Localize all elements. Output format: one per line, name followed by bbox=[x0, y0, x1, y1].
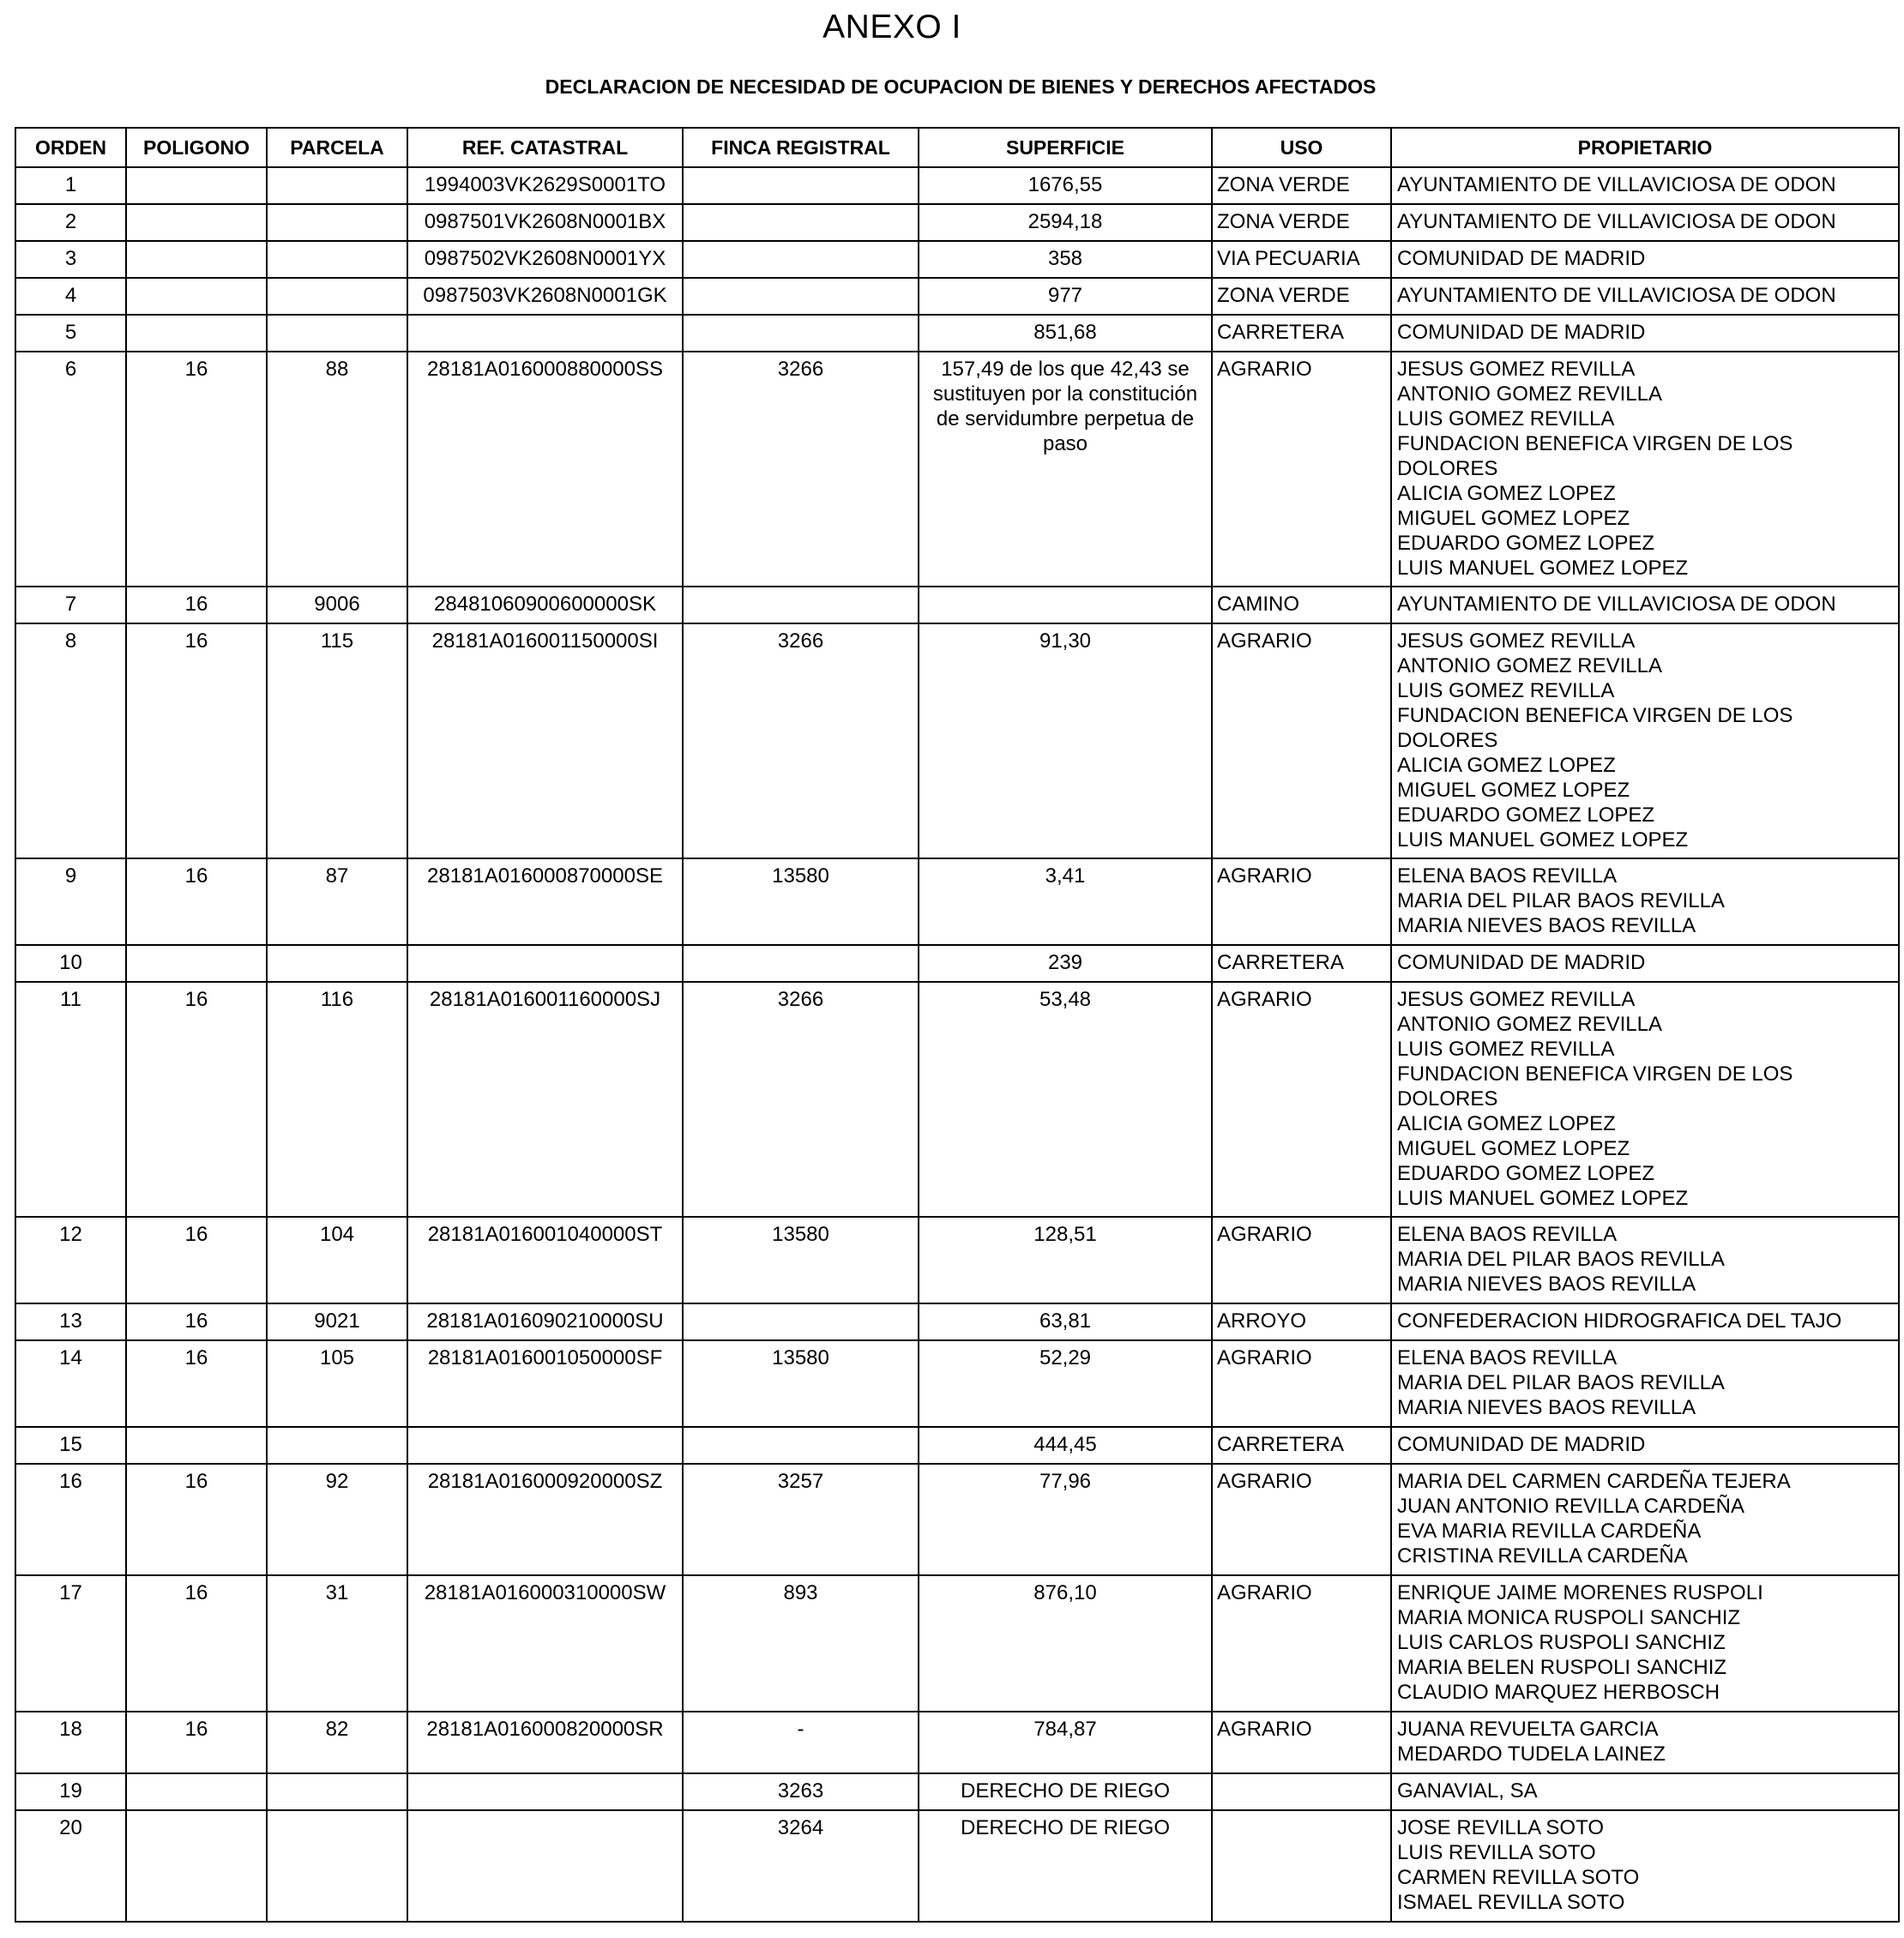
cell-parcela: 9021 bbox=[267, 1303, 407, 1340]
cell-parcela bbox=[267, 945, 407, 982]
cell-superficie: 2594,18 bbox=[919, 204, 1212, 241]
cell-poligono: 16 bbox=[126, 352, 267, 587]
cell-finca-registral bbox=[683, 278, 919, 315]
table-row bbox=[15, 858, 1899, 945]
cell-finca-registral: 3257 bbox=[683, 1464, 919, 1575]
cell-superficie: 157,49 de los que 42,43 se sustituyen por la constitución de servidumbre perpetua de paso bbox=[919, 352, 1212, 587]
cell-orden: 7 bbox=[15, 587, 126, 623]
cell-superficie bbox=[919, 587, 1212, 623]
cell-superficie: DERECHO DE RIEGO bbox=[919, 1773, 1212, 1810]
cell-propietario: AYUNTAMIENTO DE VILLAVICIOSA DE ODON bbox=[1391, 204, 1899, 241]
cell-parcela: 92 bbox=[267, 1464, 407, 1575]
cell-orden: 15 bbox=[15, 1427, 126, 1464]
cell-parcela bbox=[267, 167, 407, 204]
cell-ref-catastral bbox=[407, 315, 683, 352]
table-row bbox=[15, 1340, 1899, 1427]
cell-superficie: 63,81 bbox=[919, 1303, 1212, 1340]
cell-superficie: 91,30 bbox=[919, 623, 1212, 858]
col-header-uso: USO bbox=[1212, 128, 1391, 167]
cell-orden: 9 bbox=[15, 858, 126, 945]
col-header-poligono: POLIGONO bbox=[126, 128, 267, 167]
cell-poligono: 16 bbox=[126, 1575, 267, 1712]
cell-ref-catastral: 28181A016001040000ST bbox=[407, 1217, 683, 1303]
table-row bbox=[15, 1575, 1899, 1712]
document-title: ANEXO I bbox=[822, 9, 961, 45]
cell-propietario: COMUNIDAD DE MADRID bbox=[1391, 1427, 1899, 1464]
cell-ref-catastral: 0987503VK2608N0001GK bbox=[407, 278, 683, 315]
cell-orden: 17 bbox=[15, 1575, 126, 1712]
cell-uso: CARRETERA bbox=[1212, 1427, 1391, 1464]
cell-finca-registral bbox=[683, 1303, 919, 1340]
cell-propietario: JUANA REVUELTA GARCIA MEDARDO TUDELA LAINEZ bbox=[1391, 1712, 1899, 1773]
cell-uso: AGRARIO bbox=[1212, 1464, 1391, 1575]
cell-parcela: 87 bbox=[267, 858, 407, 945]
table-row bbox=[15, 587, 1899, 623]
cell-superficie: 3,41 bbox=[919, 858, 1212, 945]
cell-orden: 2 bbox=[15, 204, 126, 241]
cell-orden: 14 bbox=[15, 1340, 126, 1427]
cell-uso: AGRARIO bbox=[1212, 982, 1391, 1217]
cell-parcela: 88 bbox=[267, 352, 407, 587]
cell-uso: AGRARIO bbox=[1212, 1575, 1391, 1712]
cell-propietario: JESUS GOMEZ REVILLA ANTONIO GOMEZ REVILLA LUIS GOMEZ REVILLA FUNDACION BENEFICA VIRGEN DE LOS DOLORES ALICIA GOMEZ LOPEZ MIGUEL GOMEZ LOPEZ EDUARDO GOMEZ LOPEZ LUIS MANUEL GOMEZ LOPEZ bbox=[1391, 352, 1899, 587]
table-row bbox=[15, 623, 1899, 858]
col-header-finca-registral: FINCA REGISTRAL bbox=[683, 128, 919, 167]
cell-superficie: 784,87 bbox=[919, 1712, 1212, 1773]
cell-propietario: JESUS GOMEZ REVILLA ANTONIO GOMEZ REVILLA LUIS GOMEZ REVILLA FUNDACION BENEFICA VIRGEN DE LOS DOLORES ALICIA GOMEZ LOPEZ MIGUEL GOMEZ LOPEZ EDUARDO GOMEZ LOPEZ LUIS MANUEL GOMEZ LOPEZ bbox=[1391, 623, 1899, 858]
table-row bbox=[15, 1303, 1899, 1340]
cell-uso: AGRARIO bbox=[1212, 623, 1391, 858]
table-row bbox=[15, 167, 1899, 204]
cell-propietario: ELENA BAOS REVILLA MARIA DEL PILAR BAOS REVILLA MARIA NIEVES BAOS REVILLA bbox=[1391, 858, 1899, 945]
cell-poligono: 16 bbox=[126, 1464, 267, 1575]
cell-uso: CARRETERA bbox=[1212, 945, 1391, 982]
cell-ref-catastral bbox=[407, 1427, 683, 1464]
cell-parcela: 105 bbox=[267, 1340, 407, 1427]
cell-superficie: 128,51 bbox=[919, 1217, 1212, 1303]
cell-uso: ZONA VERDE bbox=[1212, 204, 1391, 241]
cell-orden: 11 bbox=[15, 982, 126, 1217]
cell-finca-registral bbox=[683, 315, 919, 352]
cell-ref-catastral: 0987502VK2608N0001YX bbox=[407, 241, 683, 278]
affected-properties-table bbox=[15, 127, 1900, 1923]
cell-poligono bbox=[126, 1427, 267, 1464]
cell-ref-catastral: 28181A016000880000SS bbox=[407, 352, 683, 587]
cell-orden: 20 bbox=[15, 1810, 126, 1922]
cell-propietario: JESUS GOMEZ REVILLA ANTONIO GOMEZ REVILLA LUIS GOMEZ REVILLA FUNDACION BENEFICA VIRGEN DE LOS DOLORES ALICIA GOMEZ LOPEZ MIGUEL GOMEZ LOPEZ EDUARDO GOMEZ LOPEZ LUIS MANUEL GOMEZ LOPEZ bbox=[1391, 982, 1899, 1217]
cell-finca-registral: 13580 bbox=[683, 1217, 919, 1303]
cell-superficie: 444,45 bbox=[919, 1427, 1212, 1464]
cell-parcela: 104 bbox=[267, 1217, 407, 1303]
cell-uso: AGRARIO bbox=[1212, 858, 1391, 945]
cell-propietario: CONFEDERACION HIDROGRAFICA DEL TAJO bbox=[1391, 1303, 1899, 1340]
table-row bbox=[15, 315, 1899, 352]
cell-finca-registral: 13580 bbox=[683, 858, 919, 945]
cell-uso: CAMINO bbox=[1212, 587, 1391, 623]
cell-finca-registral: 13580 bbox=[683, 1340, 919, 1427]
cell-uso: ZONA VERDE bbox=[1212, 278, 1391, 315]
cell-ref-catastral: 28481060900600000SK bbox=[407, 587, 683, 623]
table-row bbox=[15, 1427, 1899, 1464]
table-row bbox=[15, 1810, 1899, 1922]
cell-propietario: COMUNIDAD DE MADRID bbox=[1391, 241, 1899, 278]
cell-superficie: 876,10 bbox=[919, 1575, 1212, 1712]
cell-superficie: DERECHO DE RIEGO bbox=[919, 1810, 1212, 1922]
cell-ref-catastral: 28181A016001160000SJ bbox=[407, 982, 683, 1217]
cell-superficie: 53,48 bbox=[919, 982, 1212, 1217]
cell-finca-registral: 893 bbox=[683, 1575, 919, 1712]
cell-superficie: 851,68 bbox=[919, 315, 1212, 352]
table-row bbox=[15, 1217, 1899, 1303]
cell-propietario: AYUNTAMIENTO DE VILLAVICIOSA DE ODON bbox=[1391, 587, 1899, 623]
cell-propietario: AYUNTAMIENTO DE VILLAVICIOSA DE ODON bbox=[1391, 167, 1899, 204]
cell-ref-catastral: 28181A016000870000SE bbox=[407, 858, 683, 945]
cell-uso bbox=[1212, 1773, 1391, 1810]
cell-poligono bbox=[126, 241, 267, 278]
cell-ref-catastral: 28181A016001050000SF bbox=[407, 1340, 683, 1427]
cell-finca-registral bbox=[683, 587, 919, 623]
cell-poligono: 16 bbox=[126, 587, 267, 623]
cell-orden: 13 bbox=[15, 1303, 126, 1340]
cell-ref-catastral bbox=[407, 945, 683, 982]
cell-superficie: 77,96 bbox=[919, 1464, 1212, 1575]
cell-superficie: 358 bbox=[919, 241, 1212, 278]
cell-finca-registral: - bbox=[683, 1712, 919, 1773]
cell-orden: 4 bbox=[15, 278, 126, 315]
cell-ref-catastral: 1994003VK2629S0001TO bbox=[407, 167, 683, 204]
cell-ref-catastral: 28181A016000310000SW bbox=[407, 1575, 683, 1712]
col-header-orden: ORDEN bbox=[15, 128, 126, 167]
cell-parcela bbox=[267, 1427, 407, 1464]
cell-ref-catastral bbox=[407, 1810, 683, 1922]
cell-ref-catastral: 28181A016001150000SI bbox=[407, 623, 683, 858]
table-row bbox=[15, 945, 1899, 982]
cell-ref-catastral: 28181A016000820000SR bbox=[407, 1712, 683, 1773]
cell-propietario: COMUNIDAD DE MADRID bbox=[1391, 945, 1899, 982]
table-row bbox=[15, 204, 1899, 241]
cell-poligono: 16 bbox=[126, 982, 267, 1217]
col-header-ref-catastral: REF. CATASTRAL bbox=[407, 128, 683, 167]
cell-uso: AGRARIO bbox=[1212, 1712, 1391, 1773]
cell-uso: ARROYO bbox=[1212, 1303, 1391, 1340]
cell-orden: 1 bbox=[15, 167, 126, 204]
cell-uso: CARRETERA bbox=[1212, 315, 1391, 352]
cell-propietario: JOSE REVILLA SOTO LUIS REVILLA SOTO CARMEN REVILLA SOTO ISMAEL REVILLA SOTO bbox=[1391, 1810, 1899, 1922]
cell-poligono bbox=[126, 1810, 267, 1922]
cell-parcela: 31 bbox=[267, 1575, 407, 1712]
col-header-superficie: SUPERFICIE bbox=[919, 128, 1212, 167]
cell-orden: 10 bbox=[15, 945, 126, 982]
cell-ref-catastral: 28181A016090210000SU bbox=[407, 1303, 683, 1340]
cell-orden: 8 bbox=[15, 623, 126, 858]
cell-finca-registral: 3264 bbox=[683, 1810, 919, 1922]
cell-propietario: ENRIQUE JAIME MORENES RUSPOLI MARIA MONICA RUSPOLI SANCHIZ LUIS CARLOS RUSPOLI SANCHIZ MARIA BELEN RUSPOLI SANCHIZ CLAUDIO MARQUEZ HERBOSCH bbox=[1391, 1575, 1899, 1712]
cell-poligono: 16 bbox=[126, 1217, 267, 1303]
table-row bbox=[15, 982, 1899, 1217]
cell-orden: 6 bbox=[15, 352, 126, 587]
cell-finca-registral bbox=[683, 241, 919, 278]
cell-superficie: 52,29 bbox=[919, 1340, 1212, 1427]
cell-finca-registral bbox=[683, 204, 919, 241]
cell-superficie: 1676,55 bbox=[919, 167, 1212, 204]
table-row bbox=[15, 1712, 1899, 1773]
cell-parcela bbox=[267, 1810, 407, 1922]
cell-superficie: 977 bbox=[919, 278, 1212, 315]
cell-parcela bbox=[267, 278, 407, 315]
cell-propietario: COMUNIDAD DE MADRID bbox=[1391, 315, 1899, 352]
cell-poligono bbox=[126, 204, 267, 241]
cell-finca-registral bbox=[683, 1427, 919, 1464]
col-header-propietario: PROPIETARIO bbox=[1391, 128, 1899, 167]
cell-propietario: AYUNTAMIENTO DE VILLAVICIOSA DE ODON bbox=[1391, 278, 1899, 315]
document-subtitle: DECLARACION DE NECESIDAD DE OCUPACION DE BIENES Y DERECHOS AFECTADOS bbox=[545, 75, 1377, 98]
cell-poligono: 16 bbox=[126, 1712, 267, 1773]
cell-propietario: MARIA DEL CARMEN CARDEÑA TEJERA JUAN ANTONIO REVILLA CARDEÑA EVA MARIA REVILLA CARDEÑA CRISTINA REVILLA CARDEÑA bbox=[1391, 1464, 1899, 1575]
table-row bbox=[15, 1464, 1899, 1575]
cell-orden: 19 bbox=[15, 1773, 126, 1810]
cell-propietario: ELENA BAOS REVILLA MARIA DEL PILAR BAOS REVILLA MARIA NIEVES BAOS REVILLA bbox=[1391, 1217, 1899, 1303]
table-row bbox=[15, 278, 1899, 315]
cell-poligono bbox=[126, 167, 267, 204]
cell-uso: ZONA VERDE bbox=[1212, 167, 1391, 204]
cell-ref-catastral: 28181A016000920000SZ bbox=[407, 1464, 683, 1575]
cell-poligono: 16 bbox=[126, 623, 267, 858]
cell-poligono bbox=[126, 1773, 267, 1810]
cell-poligono bbox=[126, 278, 267, 315]
cell-finca-registral: 3266 bbox=[683, 352, 919, 587]
cell-finca-registral: 3263 bbox=[683, 1773, 919, 1810]
col-header-parcela: PARCELA bbox=[267, 128, 407, 167]
cell-finca-registral bbox=[683, 167, 919, 204]
table-header-row bbox=[15, 128, 1899, 167]
cell-poligono: 16 bbox=[126, 1303, 267, 1340]
cell-parcela bbox=[267, 204, 407, 241]
cell-orden: 16 bbox=[15, 1464, 126, 1575]
cell-parcela: 116 bbox=[267, 982, 407, 1217]
cell-uso: VIA PECUARIA bbox=[1212, 241, 1391, 278]
table-row bbox=[15, 352, 1899, 587]
cell-propietario: ELENA BAOS REVILLA MARIA DEL PILAR BAOS REVILLA MARIA NIEVES BAOS REVILLA bbox=[1391, 1340, 1899, 1427]
cell-orden: 18 bbox=[15, 1712, 126, 1773]
cell-orden: 5 bbox=[15, 315, 126, 352]
cell-poligono bbox=[126, 315, 267, 352]
cell-parcela: 82 bbox=[267, 1712, 407, 1773]
cell-poligono bbox=[126, 945, 267, 982]
cell-parcela bbox=[267, 315, 407, 352]
cell-uso bbox=[1212, 1810, 1391, 1922]
cell-propietario: GANAVIAL, SA bbox=[1391, 1773, 1899, 1810]
cell-parcela: 115 bbox=[267, 623, 407, 858]
table-row bbox=[15, 1773, 1899, 1810]
cell-finca-registral bbox=[683, 945, 919, 982]
cell-orden: 3 bbox=[15, 241, 126, 278]
cell-superficie: 239 bbox=[919, 945, 1212, 982]
cell-uso: AGRARIO bbox=[1212, 1217, 1391, 1303]
cell-uso: AGRARIO bbox=[1212, 1340, 1391, 1427]
cell-poligono: 16 bbox=[126, 1340, 267, 1427]
cell-ref-catastral: 0987501VK2608N0001BX bbox=[407, 204, 683, 241]
cell-poligono: 16 bbox=[126, 858, 267, 945]
cell-parcela bbox=[267, 1773, 407, 1810]
cell-ref-catastral bbox=[407, 1773, 683, 1810]
cell-finca-registral: 3266 bbox=[683, 982, 919, 1217]
cell-parcela bbox=[267, 241, 407, 278]
cell-orden: 12 bbox=[15, 1217, 126, 1303]
cell-parcela: 9006 bbox=[267, 587, 407, 623]
cell-finca-registral: 3266 bbox=[683, 623, 919, 858]
table-row bbox=[15, 241, 1899, 278]
cell-uso: AGRARIO bbox=[1212, 352, 1391, 587]
